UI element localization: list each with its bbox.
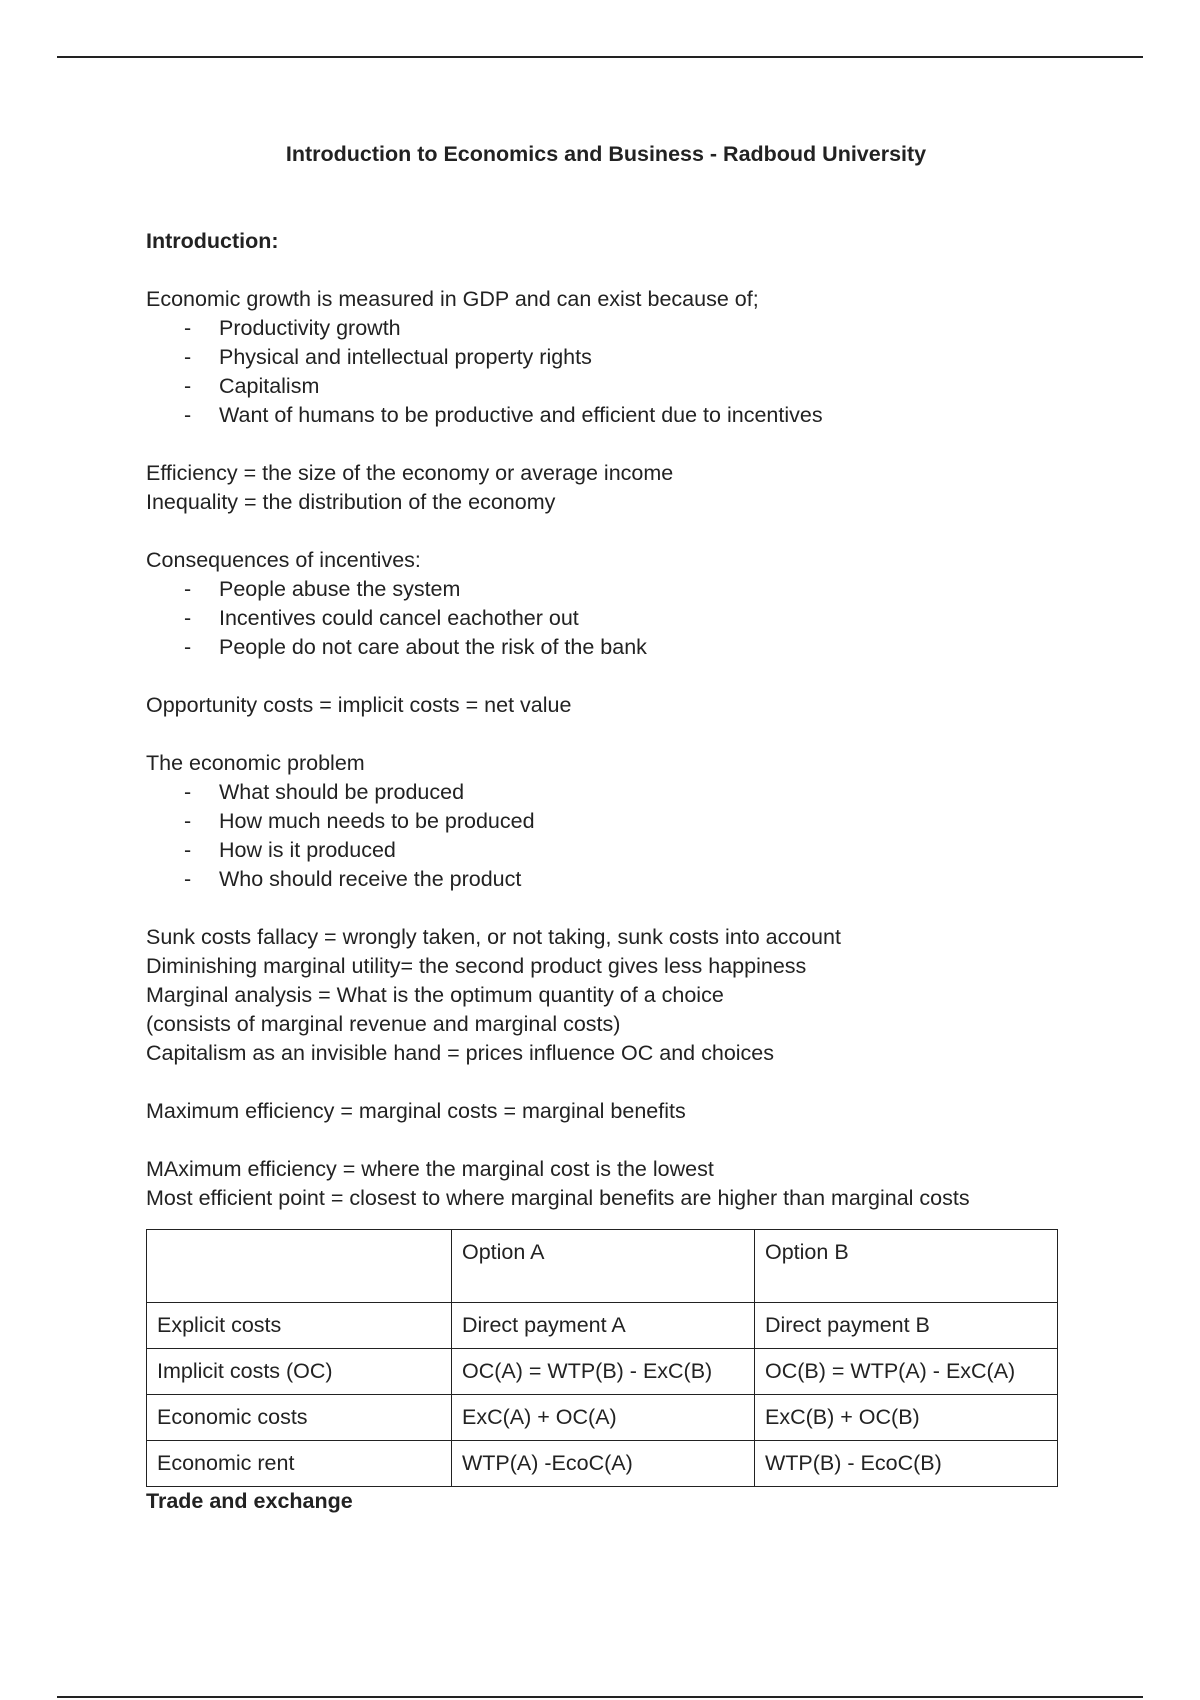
marginal-analysis-note: (consists of marginal revenue and marginal costs) — [146, 1012, 621, 1036]
table-cell: Direct payment B — [755, 1303, 1058, 1349]
table-cell — [147, 1230, 452, 1303]
growth-intro: Economic growth is measured in GDP and can exist because of; — [146, 287, 759, 311]
list-item: - Physical and intellectual property rights — [184, 343, 1066, 372]
incentives-intro: Consequences of incentives: — [146, 548, 421, 572]
list-item: - How is it produced — [184, 836, 1066, 865]
economic-problem-intro: The economic problem — [146, 751, 365, 775]
invisible-hand-definition: Capitalism as an invisible hand = prices influence OC and choices — [146, 1041, 775, 1065]
table-cell: OC(B) = WTP(A) - ExC(A) — [755, 1349, 1058, 1395]
table-cell: Direct payment A — [452, 1303, 755, 1349]
inequality-definition: Inequality = the distribution of the economy — [146, 490, 556, 514]
incentives-list — [146, 575, 1066, 662]
costs-comparison-table — [146, 1229, 1058, 1487]
list-item: - Want of humans to be productive and efficient due to incentives — [184, 401, 1066, 430]
table-cell: Implicit costs (OC) — [147, 1349, 452, 1395]
marginal-utility-definition: Diminishing marginal utility= the second product gives less happiness — [146, 954, 807, 978]
table-cell: Economic rent — [147, 1441, 452, 1487]
growth-list — [146, 314, 1066, 430]
opportunity-costs-definition: Opportunity costs = implicit costs = net value — [146, 693, 572, 717]
list-item: - People do not care about the risk of the bank — [184, 633, 1066, 662]
document-page — [146, 140, 1066, 1516]
max-efficiency-1: Maximum efficiency = marginal costs = marginal benefits — [146, 1099, 686, 1123]
table-cell: Explicit costs — [147, 1303, 452, 1349]
most-efficient-point: Most efficient point = closest to where marginal benefits are higher than marginal costs — [146, 1186, 970, 1210]
table-row — [147, 1303, 1058, 1349]
list-item: - People abuse the system — [184, 575, 1066, 604]
marginal-analysis-definition: Marginal analysis = What is the optimum quantity of a choice — [146, 983, 724, 1007]
table-header-option-b: Option B — [755, 1230, 1058, 1303]
table-row — [147, 1349, 1058, 1395]
efficiency-definition: Efficiency = the size of the economy or average income — [146, 461, 674, 485]
table-cell: OC(A) = WTP(B) - ExC(B) — [452, 1349, 755, 1395]
table-cell: ExC(B) + OC(B) — [755, 1395, 1058, 1441]
economic-problem-list — [146, 778, 1066, 894]
table-header-option-a: Option A — [452, 1230, 755, 1303]
list-item: - Capitalism — [184, 372, 1066, 401]
list-item: - Who should receive the product — [184, 865, 1066, 894]
table-header-row — [147, 1230, 1058, 1303]
sunk-costs-definition: Sunk costs fallacy = wrongly taken, or not taking, sunk costs into account — [146, 925, 841, 949]
header-rule — [57, 56, 1143, 58]
document-title: Introduction to Economics and Business - Radboud University — [285, 142, 927, 166]
table-row — [147, 1395, 1058, 1441]
section-heading-trade: Trade and exchange — [146, 1489, 353, 1513]
max-efficiency-2: MAximum efficiency = where the marginal cost is the lowest — [146, 1157, 714, 1181]
list-item: - What should be produced — [184, 778, 1066, 807]
section-heading-introduction: Introduction: — [146, 229, 279, 253]
table-row — [147, 1441, 1058, 1487]
table-cell: Economic costs — [147, 1395, 452, 1441]
table-cell: WTP(B) - EcoC(B) — [755, 1441, 1058, 1487]
table-cell: WTP(A) -EcoC(A) — [452, 1441, 755, 1487]
footer-rule — [57, 1696, 1143, 1698]
table-cell: ExC(A) + OC(A) — [452, 1395, 755, 1441]
list-item: - Incentives could cancel eachother out — [184, 604, 1066, 633]
list-item: - How much needs to be produced — [184, 807, 1066, 836]
list-item: - Productivity growth — [184, 314, 1066, 343]
